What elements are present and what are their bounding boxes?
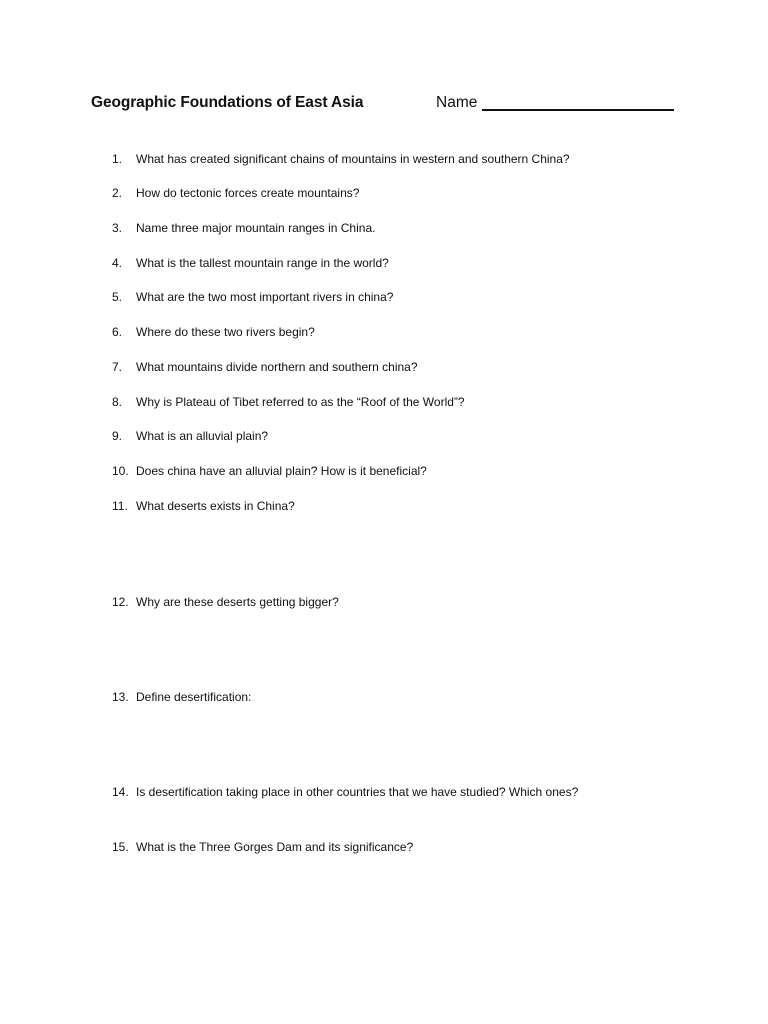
question-number: 2. xyxy=(112,186,123,200)
question-text: What is an alluvial plain? xyxy=(136,429,269,443)
question-number: 3. xyxy=(112,221,123,235)
question-number: 10. xyxy=(112,464,129,478)
question-number: 15. xyxy=(112,840,129,854)
question-item xyxy=(112,256,389,270)
page-title: Geographic Foundations of East Asia xyxy=(91,94,364,111)
question-text: How do tectonic forces create mountains? xyxy=(136,186,360,200)
question-number: 8. xyxy=(112,395,123,409)
question-item xyxy=(112,325,315,339)
question-number: 12. xyxy=(112,595,129,609)
question-text: What is the tallest mountain range in the world? xyxy=(136,256,389,270)
question-text: What mountains divide northern and southern china? xyxy=(136,360,418,374)
question-number: 11. xyxy=(112,499,128,513)
question-text: Name three major mountain ranges in China. xyxy=(136,221,376,235)
question-item xyxy=(112,499,295,513)
question-text: Why is Plateau of Tibet referred to as the “Roof of the World”? xyxy=(136,395,465,409)
question-item xyxy=(112,395,465,409)
question-item xyxy=(112,152,570,166)
question-item xyxy=(112,785,578,799)
question-item xyxy=(112,429,268,443)
question-number: 14. xyxy=(112,785,129,799)
question-text: What has created significant chains of mountains in western and southern China? xyxy=(136,152,570,166)
question-number: 5. xyxy=(112,290,123,304)
question-number: 7. xyxy=(112,360,123,374)
question-number: 1. xyxy=(112,152,123,166)
question-text: Where do these two rivers begin? xyxy=(136,325,315,339)
question-text: Is desertification taking place in other countries that we have studied? Which ones? xyxy=(136,785,579,799)
question-text: Does china have an alluvial plain? How is it beneficial? xyxy=(136,464,427,478)
question-text: Define desertification: xyxy=(136,690,252,704)
question-number: 9. xyxy=(112,429,123,443)
question-item xyxy=(112,464,427,478)
question-item xyxy=(112,360,418,374)
question-number: 4. xyxy=(112,256,123,270)
question-text: What are the two most important rivers in china? xyxy=(136,290,394,304)
question-item xyxy=(112,186,359,200)
question-item xyxy=(112,290,393,304)
question-item xyxy=(112,595,339,609)
question-text: What is the Three Gorges Dam and its significance? xyxy=(136,840,414,854)
name-label: Name xyxy=(436,94,478,111)
question-item xyxy=(112,221,375,235)
question-item xyxy=(112,690,251,704)
question-number: 13. xyxy=(112,690,129,704)
question-number: 6. xyxy=(112,325,123,339)
question-text: What deserts exists in China? xyxy=(136,499,295,513)
question-item xyxy=(112,840,413,854)
question-text: Why are these deserts getting bigger? xyxy=(136,595,339,609)
name-blank-line xyxy=(482,109,674,111)
